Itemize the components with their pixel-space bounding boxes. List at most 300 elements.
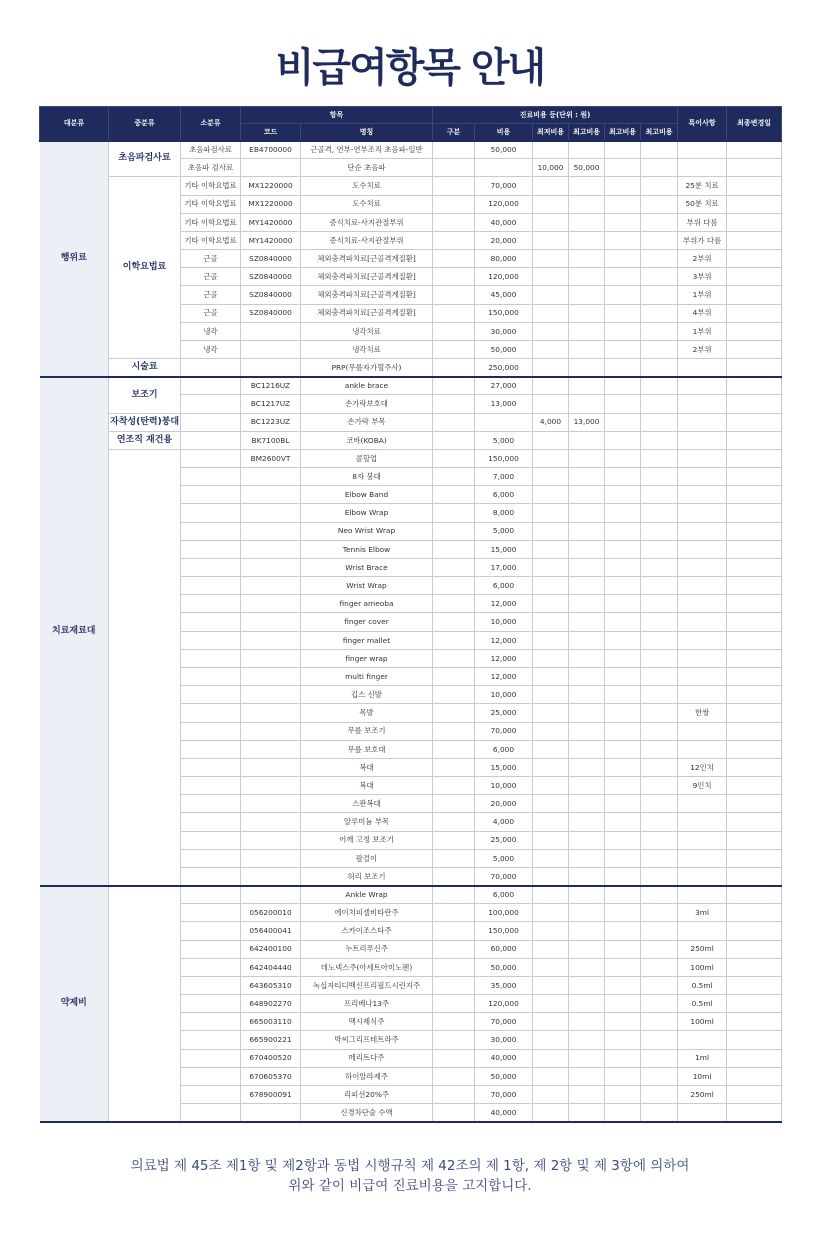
max-cost-extra-2 — [641, 831, 678, 849]
note — [678, 922, 727, 940]
item-code — [241, 522, 301, 540]
min-cost — [533, 940, 569, 958]
minor-category — [181, 940, 241, 958]
note — [678, 831, 727, 849]
item-code — [241, 486, 301, 504]
max-cost-extra-2 — [641, 159, 678, 177]
note — [678, 522, 727, 540]
max-cost — [569, 813, 605, 831]
max-cost-extra-2 — [641, 250, 678, 268]
last-changed — [727, 686, 782, 704]
header-fee-group: 진료비용 등(단위 : 원) — [433, 107, 678, 124]
max-cost-extra-1 — [605, 940, 641, 958]
last-changed — [727, 922, 782, 940]
item-name: 냉각치료 — [301, 340, 433, 358]
item-name: 복대 — [301, 777, 433, 795]
max-cost — [569, 286, 605, 304]
last-changed — [727, 340, 782, 358]
min-cost — [533, 1049, 569, 1067]
item-name: 허리 보조기 — [301, 867, 433, 885]
min-cost — [533, 177, 569, 195]
max-cost-extra-1 — [605, 740, 641, 758]
max-cost-extra-2 — [641, 849, 678, 867]
max-cost — [569, 1049, 605, 1067]
min-cost — [533, 322, 569, 340]
max-cost-extra-2 — [641, 359, 678, 377]
max-cost — [569, 976, 605, 994]
header-max-cost-1: 최고비용 — [569, 124, 605, 141]
min-cost — [533, 304, 569, 322]
last-changed — [727, 740, 782, 758]
note — [678, 631, 727, 649]
max-cost-extra-2 — [641, 995, 678, 1013]
max-cost-extra-1 — [605, 141, 641, 159]
max-cost-extra-1 — [605, 722, 641, 740]
cost: 60,000 — [475, 940, 533, 958]
max-cost-extra-2 — [641, 322, 678, 340]
max-cost-extra-2 — [641, 268, 678, 286]
min-cost — [533, 1104, 569, 1122]
minor-category — [181, 867, 241, 885]
table-section — [40, 141, 782, 377]
note — [678, 413, 727, 431]
cost: 15,000 — [475, 758, 533, 776]
max-cost — [569, 449, 605, 467]
max-cost — [569, 577, 605, 595]
max-cost-extra-2 — [641, 304, 678, 322]
last-changed — [727, 904, 782, 922]
item-name: 도수치료 — [301, 177, 433, 195]
item-code: 665900221 — [241, 1031, 301, 1049]
max-cost — [569, 740, 605, 758]
max-cost-extra-1 — [605, 976, 641, 994]
item-name: 깁스 신발 — [301, 686, 433, 704]
last-changed — [727, 231, 782, 249]
min-cost — [533, 758, 569, 776]
min-cost — [533, 958, 569, 976]
division — [433, 613, 475, 631]
max-cost — [569, 431, 605, 449]
cost: 12,000 — [475, 667, 533, 685]
cost: 70,000 — [475, 867, 533, 885]
min-cost — [533, 377, 569, 395]
item-code: MX1220000 — [241, 177, 301, 195]
item-name: finger mallet — [301, 631, 433, 649]
max-cost — [569, 940, 605, 958]
division — [433, 1013, 475, 1031]
item-code — [241, 722, 301, 740]
note: 1부위 — [678, 322, 727, 340]
note — [678, 795, 727, 813]
max-cost-extra-1 — [605, 377, 641, 395]
last-changed — [727, 1031, 782, 1049]
cost: 100,000 — [475, 904, 533, 922]
last-changed — [727, 1067, 782, 1085]
division — [433, 1031, 475, 1049]
max-cost — [569, 595, 605, 613]
min-cost — [533, 359, 569, 377]
last-changed — [727, 431, 782, 449]
item-name: 녹십자티디백신프리필드시린지주 — [301, 976, 433, 994]
min-cost — [533, 213, 569, 231]
note — [678, 431, 727, 449]
item-name: 맥시제식주 — [301, 1013, 433, 1031]
max-cost — [569, 504, 605, 522]
item-name: 목발 — [301, 704, 433, 722]
division — [433, 922, 475, 940]
item-code — [241, 468, 301, 486]
item-code: MX1220000 — [241, 195, 301, 213]
max-cost — [569, 1031, 605, 1049]
cost: 150,000 — [475, 922, 533, 940]
division — [433, 649, 475, 667]
last-changed — [727, 359, 782, 377]
note — [678, 667, 727, 685]
min-cost — [533, 522, 569, 540]
division — [433, 577, 475, 595]
note — [678, 558, 727, 576]
max-cost-extra-2 — [641, 1013, 678, 1031]
note: 12인치 — [678, 758, 727, 776]
note — [678, 159, 727, 177]
min-cost — [533, 631, 569, 649]
table-row — [40, 413, 782, 431]
item-code — [241, 322, 301, 340]
last-changed — [727, 449, 782, 467]
max-cost-extra-2 — [641, 395, 678, 413]
note: 25분 치료 — [678, 177, 727, 195]
last-changed — [727, 286, 782, 304]
minor-category — [181, 958, 241, 976]
header-max-cost-3: 최고비용 — [641, 124, 678, 141]
note — [678, 486, 727, 504]
item-code — [241, 886, 301, 904]
max-cost-extra-1 — [605, 304, 641, 322]
minor-category — [181, 595, 241, 613]
minor-category — [181, 1031, 241, 1049]
max-cost-extra-2 — [641, 940, 678, 958]
division — [433, 504, 475, 522]
item-name: 스판복대 — [301, 795, 433, 813]
min-cost — [533, 268, 569, 286]
header-name: 명칭 — [301, 124, 433, 141]
item-name: Wrist Wrap — [301, 577, 433, 595]
division — [433, 322, 475, 340]
item-code — [241, 340, 301, 358]
min-cost — [533, 813, 569, 831]
item-code: 056200010 — [241, 904, 301, 922]
cost: 15,000 — [475, 540, 533, 558]
division — [433, 195, 475, 213]
division — [433, 359, 475, 377]
cost: 25,000 — [475, 704, 533, 722]
max-cost-extra-2 — [641, 141, 678, 159]
cost: 8,000 — [475, 504, 533, 522]
division — [433, 976, 475, 994]
cost: 5,000 — [475, 522, 533, 540]
max-cost-extra-2 — [641, 377, 678, 395]
max-cost — [569, 795, 605, 813]
item-code — [241, 667, 301, 685]
max-cost-extra-2 — [641, 413, 678, 431]
max-cost-extra-1 — [605, 886, 641, 904]
max-cost-extra-1 — [605, 449, 641, 467]
minor-category: 근골 — [181, 250, 241, 268]
last-changed — [727, 995, 782, 1013]
division — [433, 831, 475, 849]
item-name: 체외충격파치료[근골격계질환] — [301, 304, 433, 322]
max-cost — [569, 522, 605, 540]
cost: 70,000 — [475, 177, 533, 195]
last-changed — [727, 558, 782, 576]
max-cost-extra-1 — [605, 813, 641, 831]
max-cost-extra-1 — [605, 904, 641, 922]
max-cost-extra-1 — [605, 231, 641, 249]
minor-category — [181, 631, 241, 649]
item-name: Tennis Elbow — [301, 540, 433, 558]
division — [433, 958, 475, 976]
max-cost-extra-1 — [605, 322, 641, 340]
item-name: 하이알라제주 — [301, 1067, 433, 1085]
max-cost-extra-2 — [641, 904, 678, 922]
division — [433, 431, 475, 449]
item-code: EB4700000 — [241, 141, 301, 159]
cost: 10,000 — [475, 613, 533, 631]
minor-category — [181, 577, 241, 595]
item-code: MY1420000 — [241, 231, 301, 249]
max-cost-extra-1 — [605, 958, 641, 976]
item-name: 도수치료 — [301, 195, 433, 213]
minor-category — [181, 922, 241, 940]
last-changed — [727, 649, 782, 667]
max-cost — [569, 141, 605, 159]
max-cost-extra-2 — [641, 1104, 678, 1122]
division — [433, 886, 475, 904]
major-category: 치료재료대 — [40, 377, 109, 886]
item-code: SZ0840000 — [241, 268, 301, 286]
minor-category — [181, 795, 241, 813]
max-cost-extra-1 — [605, 795, 641, 813]
header-note: 특이사항 — [678, 107, 727, 141]
cost: 6,000 — [475, 486, 533, 504]
legal-notice — [0, 1156, 820, 1196]
note — [678, 468, 727, 486]
item-code — [241, 631, 301, 649]
item-code — [241, 540, 301, 558]
note — [678, 649, 727, 667]
max-cost-extra-2 — [641, 1067, 678, 1085]
max-cost-extra-2 — [641, 686, 678, 704]
last-changed — [727, 886, 782, 904]
cost: 120,000 — [475, 195, 533, 213]
note — [678, 886, 727, 904]
division — [433, 558, 475, 576]
item-name: 콜할업 — [301, 449, 433, 467]
cost: 80,000 — [475, 250, 533, 268]
header-max-cost-2: 최고비용 — [605, 124, 641, 141]
last-changed — [727, 195, 782, 213]
max-cost: 13,000 — [569, 413, 605, 431]
division — [433, 867, 475, 885]
max-cost-extra-2 — [641, 195, 678, 213]
item-name: 신경차단술 수액 — [301, 1104, 433, 1122]
minor-category — [181, 504, 241, 522]
note — [678, 141, 727, 159]
item-code — [241, 813, 301, 831]
cost: 6,000 — [475, 740, 533, 758]
max-cost-extra-1 — [605, 995, 641, 1013]
note — [678, 504, 727, 522]
last-changed — [727, 667, 782, 685]
max-cost-extra-1 — [605, 667, 641, 685]
max-cost-extra-1 — [605, 359, 641, 377]
max-cost-extra-2 — [641, 795, 678, 813]
table-section — [40, 377, 782, 886]
minor-category: 기타 이학요법료 — [181, 231, 241, 249]
max-cost — [569, 777, 605, 795]
last-changed — [727, 322, 782, 340]
min-cost — [533, 722, 569, 740]
note — [678, 849, 727, 867]
note — [678, 595, 727, 613]
division — [433, 595, 475, 613]
last-changed — [727, 540, 782, 558]
last-changed — [727, 631, 782, 649]
minor-category — [181, 813, 241, 831]
item-name: Elbow Band — [301, 486, 433, 504]
last-changed — [727, 177, 782, 195]
division — [433, 413, 475, 431]
major-category: 약제비 — [40, 886, 109, 1122]
division — [433, 813, 475, 831]
last-changed — [727, 595, 782, 613]
max-cost — [569, 867, 605, 885]
max-cost — [569, 886, 605, 904]
item-name: 알루미늄 부목 — [301, 813, 433, 831]
cost: 6,000 — [475, 886, 533, 904]
min-cost — [533, 231, 569, 249]
division — [433, 395, 475, 413]
item-name: Neo Wrist Wrap — [301, 522, 433, 540]
cost: 4,000 — [475, 813, 533, 831]
cost: 25,000 — [475, 831, 533, 849]
max-cost — [569, 304, 605, 322]
min-cost — [533, 141, 569, 159]
min-cost — [533, 686, 569, 704]
cost: 13,000 — [475, 395, 533, 413]
max-cost — [569, 468, 605, 486]
min-cost — [533, 431, 569, 449]
division — [433, 522, 475, 540]
cost: 10,000 — [475, 686, 533, 704]
max-cost-extra-2 — [641, 922, 678, 940]
division — [433, 904, 475, 922]
max-cost — [569, 177, 605, 195]
max-cost-extra-1 — [605, 867, 641, 885]
max-cost-extra-1 — [605, 486, 641, 504]
item-name: 체외충격파치료[근골격계질환] — [301, 286, 433, 304]
note — [678, 359, 727, 377]
min-cost — [533, 777, 569, 795]
max-cost — [569, 904, 605, 922]
min-cost — [533, 504, 569, 522]
max-cost-extra-1 — [605, 831, 641, 849]
header-middle: 중분류 — [109, 107, 181, 141]
item-code: 642400100 — [241, 940, 301, 958]
item-code: 670605370 — [241, 1067, 301, 1085]
max-cost-extra-1 — [605, 395, 641, 413]
cost: 120,000 — [475, 268, 533, 286]
minor-category: 초음파 검사료 — [181, 159, 241, 177]
cost: 150,000 — [475, 304, 533, 322]
item-code — [241, 740, 301, 758]
note: 한쌍 — [678, 704, 727, 722]
min-cost — [533, 595, 569, 613]
item-code — [241, 758, 301, 776]
division — [433, 667, 475, 685]
note: 100ml — [678, 958, 727, 976]
cost: 70,000 — [475, 1013, 533, 1031]
table-row — [40, 141, 782, 159]
minor-category — [181, 413, 241, 431]
max-cost: 50,000 — [569, 159, 605, 177]
division — [433, 722, 475, 740]
min-cost — [533, 704, 569, 722]
last-changed — [727, 141, 782, 159]
max-cost-extra-2 — [641, 522, 678, 540]
note — [678, 540, 727, 558]
item-code: BK7100BL — [241, 431, 301, 449]
minor-category — [181, 777, 241, 795]
note — [678, 867, 727, 885]
min-cost — [533, 558, 569, 576]
note: 0.5ml — [678, 976, 727, 994]
max-cost — [569, 1013, 605, 1031]
max-cost — [569, 1085, 605, 1103]
item-name: 어깨 고정 보조기 — [301, 831, 433, 849]
max-cost-extra-1 — [605, 522, 641, 540]
minor-category — [181, 704, 241, 722]
min-cost — [533, 886, 569, 904]
max-cost-extra-1 — [605, 286, 641, 304]
item-name: 에이치피셀비타란주 — [301, 904, 433, 922]
division — [433, 940, 475, 958]
item-code: 056400041 — [241, 922, 301, 940]
max-cost-extra-2 — [641, 213, 678, 231]
table-header — [40, 107, 782, 141]
max-cost-extra-2 — [641, 486, 678, 504]
item-code: BC1223UZ — [241, 413, 301, 431]
division — [433, 995, 475, 1013]
max-cost-extra-2 — [641, 540, 678, 558]
minor-category — [181, 395, 241, 413]
last-changed — [727, 940, 782, 958]
item-code — [241, 159, 301, 177]
item-name: Elbow Wrap — [301, 504, 433, 522]
last-changed — [727, 958, 782, 976]
division — [433, 177, 475, 195]
header-major: 대분류 — [40, 107, 109, 141]
item-name: 냉각치료 — [301, 322, 433, 340]
item-code: SZ0840000 — [241, 286, 301, 304]
note: 250ml — [678, 940, 727, 958]
max-cost-extra-1 — [605, 177, 641, 195]
max-cost-extra-1 — [605, 777, 641, 795]
last-changed — [727, 704, 782, 722]
max-cost-extra-2 — [641, 504, 678, 522]
item-name: 복대 — [301, 758, 433, 776]
item-name: finger ameoba — [301, 595, 433, 613]
